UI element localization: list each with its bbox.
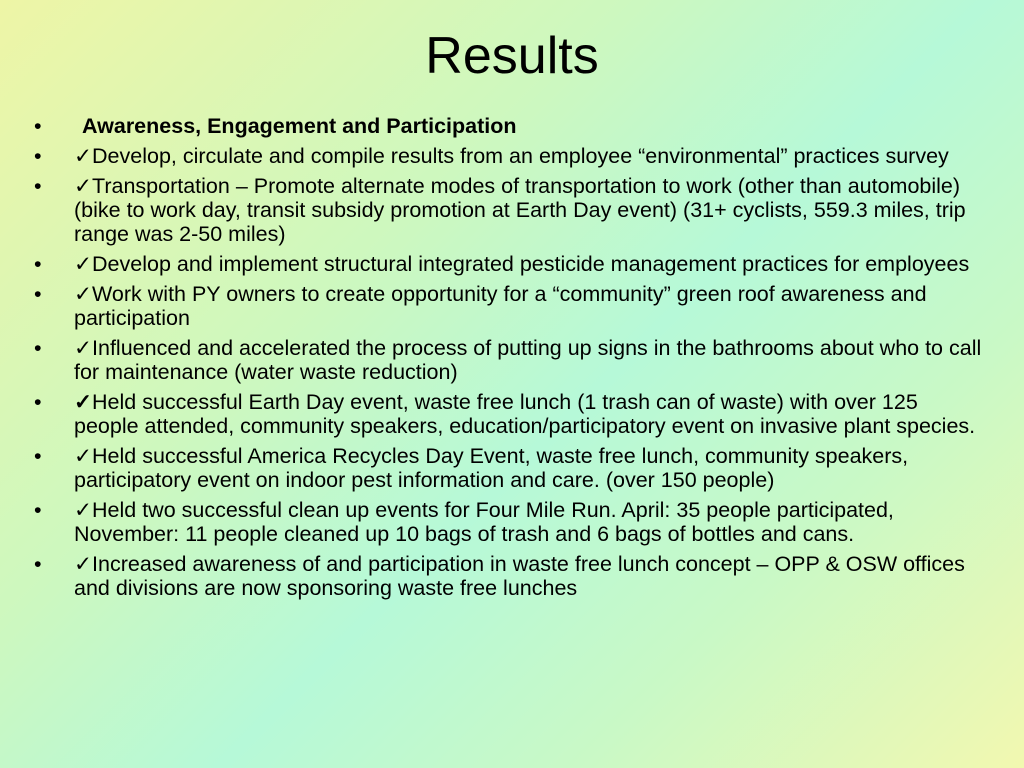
checkmark-icon: ✓ — [74, 498, 93, 522]
list-item — [34, 390, 984, 438]
checkmark-icon: ✓ — [74, 336, 93, 360]
list-item — [34, 282, 984, 330]
checkmark-icon: ✓ — [74, 252, 93, 276]
list-item — [34, 174, 984, 246]
bullet-icon: • — [34, 114, 42, 138]
bullet-icon: • — [34, 390, 42, 414]
list-item-text: Held successful Earth Day event, waste free lunch (1 trash can of waste) with over 125 people attended, community speakers, education/participatory event on invasive plant species. — [74, 390, 976, 438]
list-item-heading — [34, 114, 984, 138]
list-item-text: Develop, circulate and compile results from an employee “environmental” practices survey — [92, 144, 949, 168]
checkmark-icon: ✓ — [74, 552, 93, 576]
list-item — [34, 252, 984, 276]
list-item — [34, 498, 984, 546]
bullet-icon: • — [34, 498, 42, 522]
bullet-icon: • — [34, 336, 42, 360]
list-item-text: Develop and implement structural integrated pesticide management practices for employees — [92, 252, 970, 276]
list-item — [34, 444, 984, 492]
list-item-text: Work with PY owners to create opportunity for a “community” green roof awareness and participation — [74, 282, 927, 330]
checkmark-icon: ✓ — [74, 390, 93, 414]
checkmark-icon: ✓ — [74, 444, 93, 468]
list-item — [34, 144, 984, 168]
list-item-text: Held two successful clean up events for Four Mile Run. April: 35 people participated, November: 11 people cleaned up 10 bags of trash and 6 bags of bottles and cans. — [74, 498, 894, 546]
checkmark-icon: ✓ — [74, 144, 93, 168]
section-heading: Awareness, Engagement and Participation — [82, 114, 517, 138]
checkmark-icon: ✓ — [74, 282, 93, 306]
bullet-list — [34, 114, 984, 606]
list-item — [34, 336, 984, 384]
bullet-icon: • — [34, 552, 42, 576]
list-item — [34, 552, 984, 600]
slide-title: Results — [425, 27, 599, 85]
bullet-icon: • — [34, 174, 42, 198]
bullet-icon: • — [34, 282, 42, 306]
bullet-icon: • — [34, 144, 42, 168]
list-item-text: Increased awareness of and participation in waste free lunch concept – OPP & OSW offices and divisions are now sponsoring waste free lunches — [74, 552, 965, 600]
checkmark-icon: ✓ — [74, 174, 93, 198]
list-item-text: Held successful America Recycles Day Event, waste free lunch, community speakers, participatory event on indoor pest information and care. (over 150 people) — [74, 444, 909, 492]
list-item-text: Transportation – Promote alternate modes of transportation to work (other than automobile) (bike to work day, transit subsidy promotion at Earth Day event) (31+ cyclists, 559.3 miles, trip range was 2-50 miles) — [74, 174, 966, 246]
list-item-text: Influenced and accelerated the process of putting up signs in the bathrooms about who to call for maintenance (water waste reduction) — [74, 336, 982, 384]
bullet-icon: • — [34, 252, 42, 276]
bullet-icon: • — [34, 444, 42, 468]
